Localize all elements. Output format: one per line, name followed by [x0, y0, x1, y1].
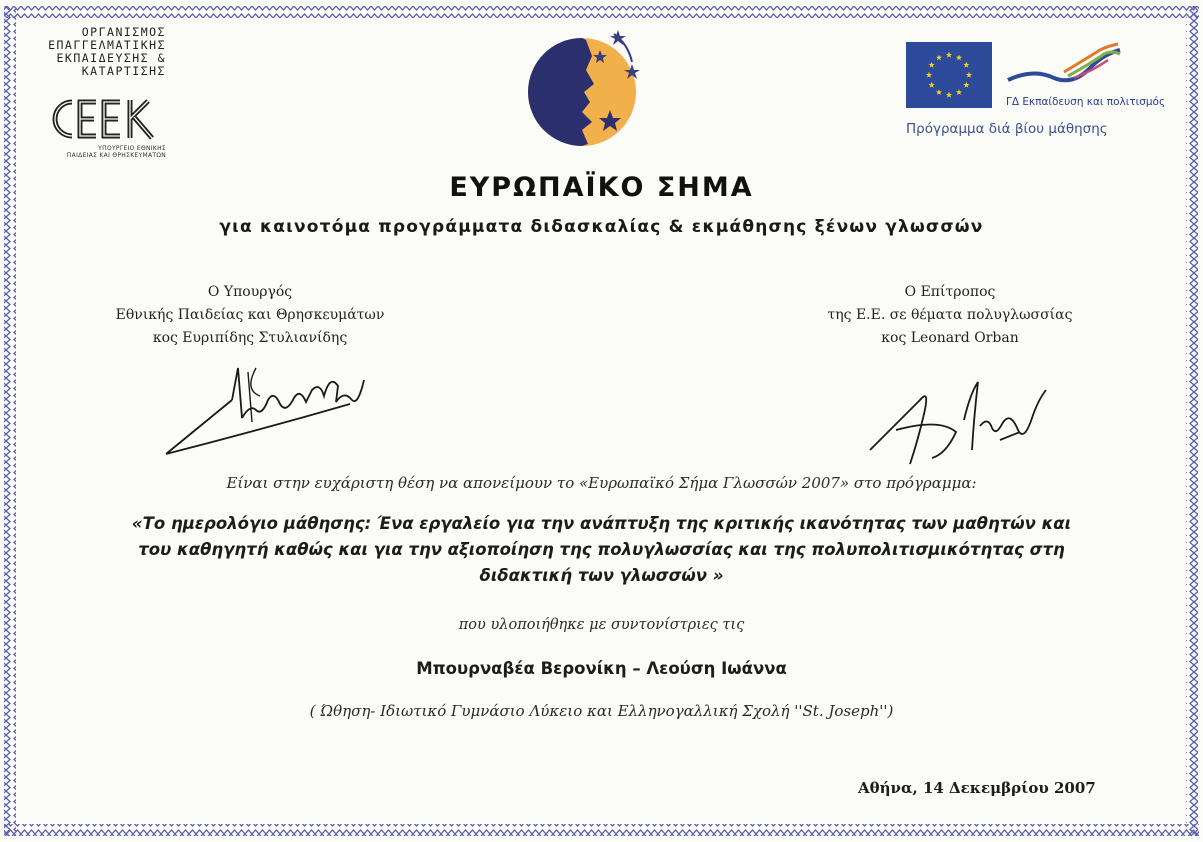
- european-label-logo: [522, 26, 646, 152]
- oeek-line: ΕΚΠΑΙΔΕΥΣΗΣ &: [56, 51, 166, 65]
- minister-signature: [160, 360, 370, 460]
- school-name: ( Ώθηση- Ιδιωτικό Γυμνάσιο Λύκειο και Ελληνογαλλική Σχολή ''St. Joseph''): [309, 702, 894, 720]
- signatory-line: της Ε.Ε. σε θέματα πολυγλωσσίας: [827, 307, 1073, 323]
- ministry-line: ΥΠΟΥΡΓΕΙΟ ΕΘΝΙΚΗΣ: [98, 145, 166, 152]
- signatory-line: Ο Επίτροπος: [904, 284, 996, 300]
- signatory-line: κος Leonard Orban: [881, 330, 1019, 346]
- lifelong-learning-program-text: Πρόγραμμα διά βίου μάθησης: [906, 121, 1108, 137]
- signatory-line: Ο Υπουργός: [207, 284, 293, 300]
- oeek-line: ΚΑΤΑΡΤΙΣΗΣ: [81, 64, 166, 78]
- issue-date: Αθήνα, 14 Δεκεμβρίου 2007: [858, 779, 1096, 797]
- oeek-ministry-text: [44, 145, 166, 159]
- signatory-line: κος Ευριπίδης Στυλιανίδης: [152, 330, 348, 346]
- dg-education-culture-text: ΓΔ Εκπαίδευση και πολιτισμός: [1006, 96, 1166, 108]
- project-title-line: διδακτική των γλωσσών »: [479, 566, 724, 585]
- coordinators-names: Μπουρναβέα Βερονίκη – Λεούση Ιωάννα: [416, 659, 787, 678]
- signatory-line: Εθνικής Παιδείας και Θρησκευμάτων: [115, 307, 385, 323]
- project-title: [55, 511, 1148, 589]
- implemented-by-text: που υλοποιήθηκε με συντονίστριες τις: [458, 617, 745, 633]
- commissioner-signature: [860, 370, 1060, 470]
- oeek-logo-text: [44, 26, 166, 78]
- project-title-line: του καθηγητή καθώς και για την αξιοποίηση της πολυγλωσσίας και της πολυπολιτισμικότητας στη: [138, 540, 1065, 559]
- oeek-logo-mark: [44, 96, 166, 142]
- certificate-subtitle: για καινοτόμα προγράμματα διδασκαλίας & εκμάθησης ξένων γλωσσών: [219, 217, 984, 237]
- right-signatory: [770, 281, 1130, 350]
- project-title-line: «Το ημερολόγιο μάθησης: Ένα εργαλείο για την ανάπτυξη της κριτικής ικανότητας των μαθητών και: [131, 514, 1072, 533]
- oeek-line: ΟΡΓΑΝΙΣΜΟΣ: [81, 25, 166, 39]
- award-intro-text: Είναι στην ευχάριστη θέση να απονείμουν το «Ευρωπαϊκό Σήμα Γλωσσών 2007» στο πρόγραμμα:: [226, 474, 977, 492]
- lifelong-learning-swoosh-logo: [1004, 40, 1124, 96]
- certificate-title: ΕΥΡΩΠΑΪΚΟ ΣΗΜΑ: [449, 172, 754, 203]
- eu-flag-icon: [906, 42, 992, 108]
- ministry-line: ΠΑΙΔΕΙΑΣ ΚΑΙ ΘΡΗΣΚΕΥΜΑΤΩΝ: [66, 152, 166, 159]
- left-signatory: [70, 281, 430, 350]
- oeek-line: ΕΠΑΓΓΕΛΜΑΤΙΚΗΣ: [48, 38, 166, 52]
